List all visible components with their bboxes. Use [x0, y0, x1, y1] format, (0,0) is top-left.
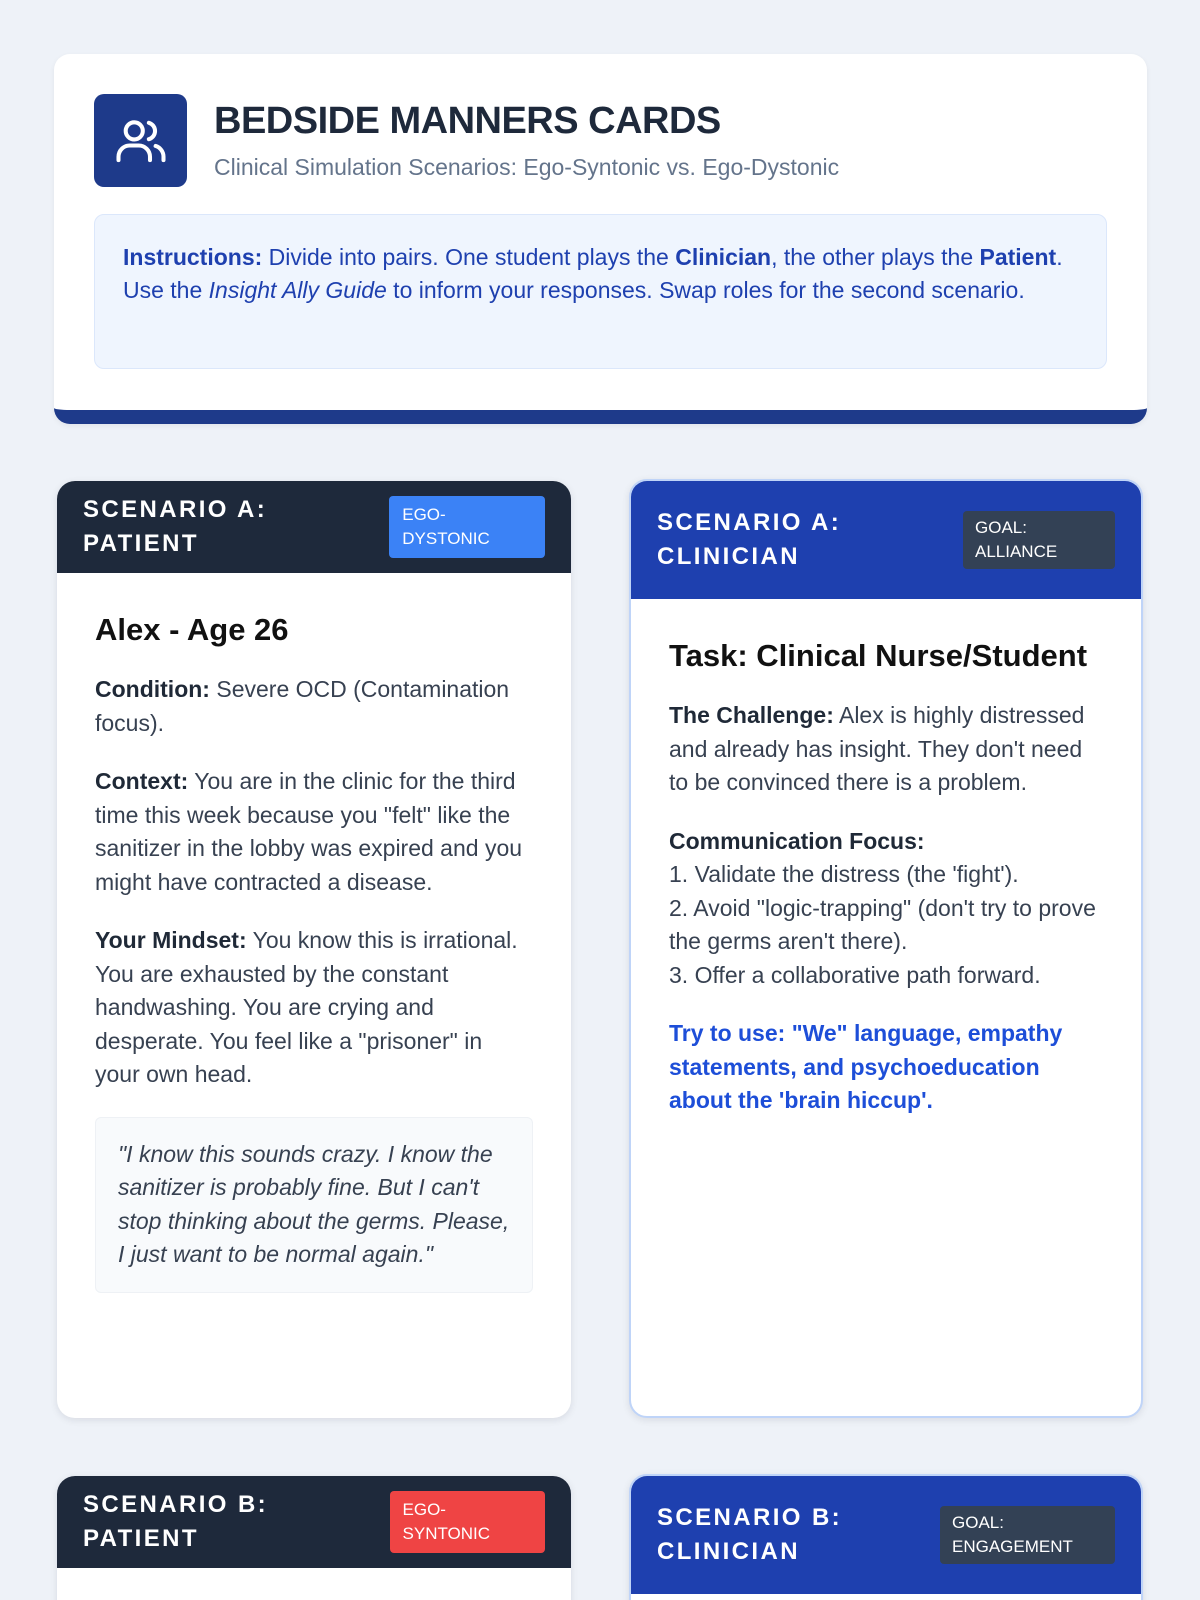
status-badge: EGO-DYSTONIC [389, 496, 545, 558]
instructions-clinician: Clinician [675, 244, 772, 270]
instructions-text-1: Divide into pairs. One student plays the [262, 244, 676, 270]
context-label: Context: [95, 768, 189, 794]
card-header [57, 1476, 571, 1568]
instructions-text-4: to inform your responses. Swap roles for the second scenario. [386, 277, 1025, 303]
card-body [631, 599, 1141, 1152]
scenario-b-clinician-card [629, 1474, 1143, 1600]
task-title: Task: Clinical Nurse/Student [669, 638, 1088, 673]
try-to-use-text: Try to use: "We" language, empathy statements, and psychoeducation about the 'brain hiccup'. [669, 1020, 1063, 1113]
logo [94, 94, 187, 187]
card-title: SCENARIO B: CLINICIAN [657, 1504, 843, 1565]
focus-item: 2. Avoid "logic-trapping" (don't try to prove the germs aren't there). [669, 894, 1096, 954]
patient-quote: "I know this sounds crazy. I know the sanitizer is probably fine. But I can't stop thinking about the germs. Please, I just want to be normal again." [95, 1117, 533, 1293]
scenario-a-clinician-card [629, 479, 1143, 1418]
focus-item: 1. Validate the distress (the 'fight'). [669, 861, 1019, 887]
header-card [54, 54, 1147, 424]
context-text: You are in the clinic for the third time this week because you "felt" like the sanitizer in the lobby was expired and you might have contracted a disease. [95, 768, 523, 895]
card-header [631, 1476, 1141, 1594]
instructions-guide: Insight Ally Guide [208, 277, 387, 303]
mindset-text: You know this is irrational. You are exhausted by the constant handwashing. You are crying and desperate. You feel like a "prisoner" in your own head. [95, 927, 518, 1087]
context-paragraph [95, 765, 533, 899]
card-body [57, 573, 571, 1327]
focus-label: Communication Focus: [669, 827, 925, 854]
condition-text: Severe OCD (Contamination focus). [95, 676, 510, 736]
card-title: SCENARIO B: PATIENT [83, 1491, 269, 1552]
card-header [57, 481, 571, 573]
focus-paragraph [669, 825, 1103, 993]
instructions-text-3: . Use the [123, 244, 1063, 303]
status-badge: EGO-SYNTONIC [390, 1491, 545, 1553]
scenario-a-patient-card [57, 481, 571, 1418]
challenge-label: The Challenge: [669, 702, 834, 728]
condition-paragraph [95, 673, 533, 740]
scenario-b-patient-card [57, 1476, 571, 1600]
card-title: SCENARIO A: CLINICIAN [657, 509, 842, 570]
mindset-paragraph [95, 924, 533, 1092]
goal-badge: GOAL: ENGAGEMENT [940, 1506, 1115, 1564]
goal-badge: GOAL: ALLIANCE [963, 511, 1115, 569]
focus-item: 3. Offer a collaborative path forward. [669, 961, 1041, 988]
instructions-patient: Patient [979, 244, 1057, 270]
challenge-paragraph [669, 699, 1103, 800]
card-header [631, 481, 1141, 599]
card-title: SCENARIO A: PATIENT [83, 496, 268, 557]
mindset-label: Your Mindset: [95, 927, 247, 953]
instructions-text-2: , the other plays the [771, 244, 980, 270]
instructions-box [94, 214, 1107, 369]
page-title: BEDSIDE MANNERS CARDS [214, 100, 721, 142]
page-subtitle: Clinical Simulation Scenarios: Ego-Syntonic vs. Ego-Dystonic [214, 154, 840, 180]
instructions-label: Instructions: [123, 244, 263, 270]
condition-label: Condition: [95, 676, 210, 702]
challenge-text: Alex is highly distressed and already has insight. They don't need to be convinced there is a problem. [669, 702, 1085, 795]
patient-name: Alex - Age 26 [95, 612, 289, 647]
users-icon [114, 114, 168, 168]
